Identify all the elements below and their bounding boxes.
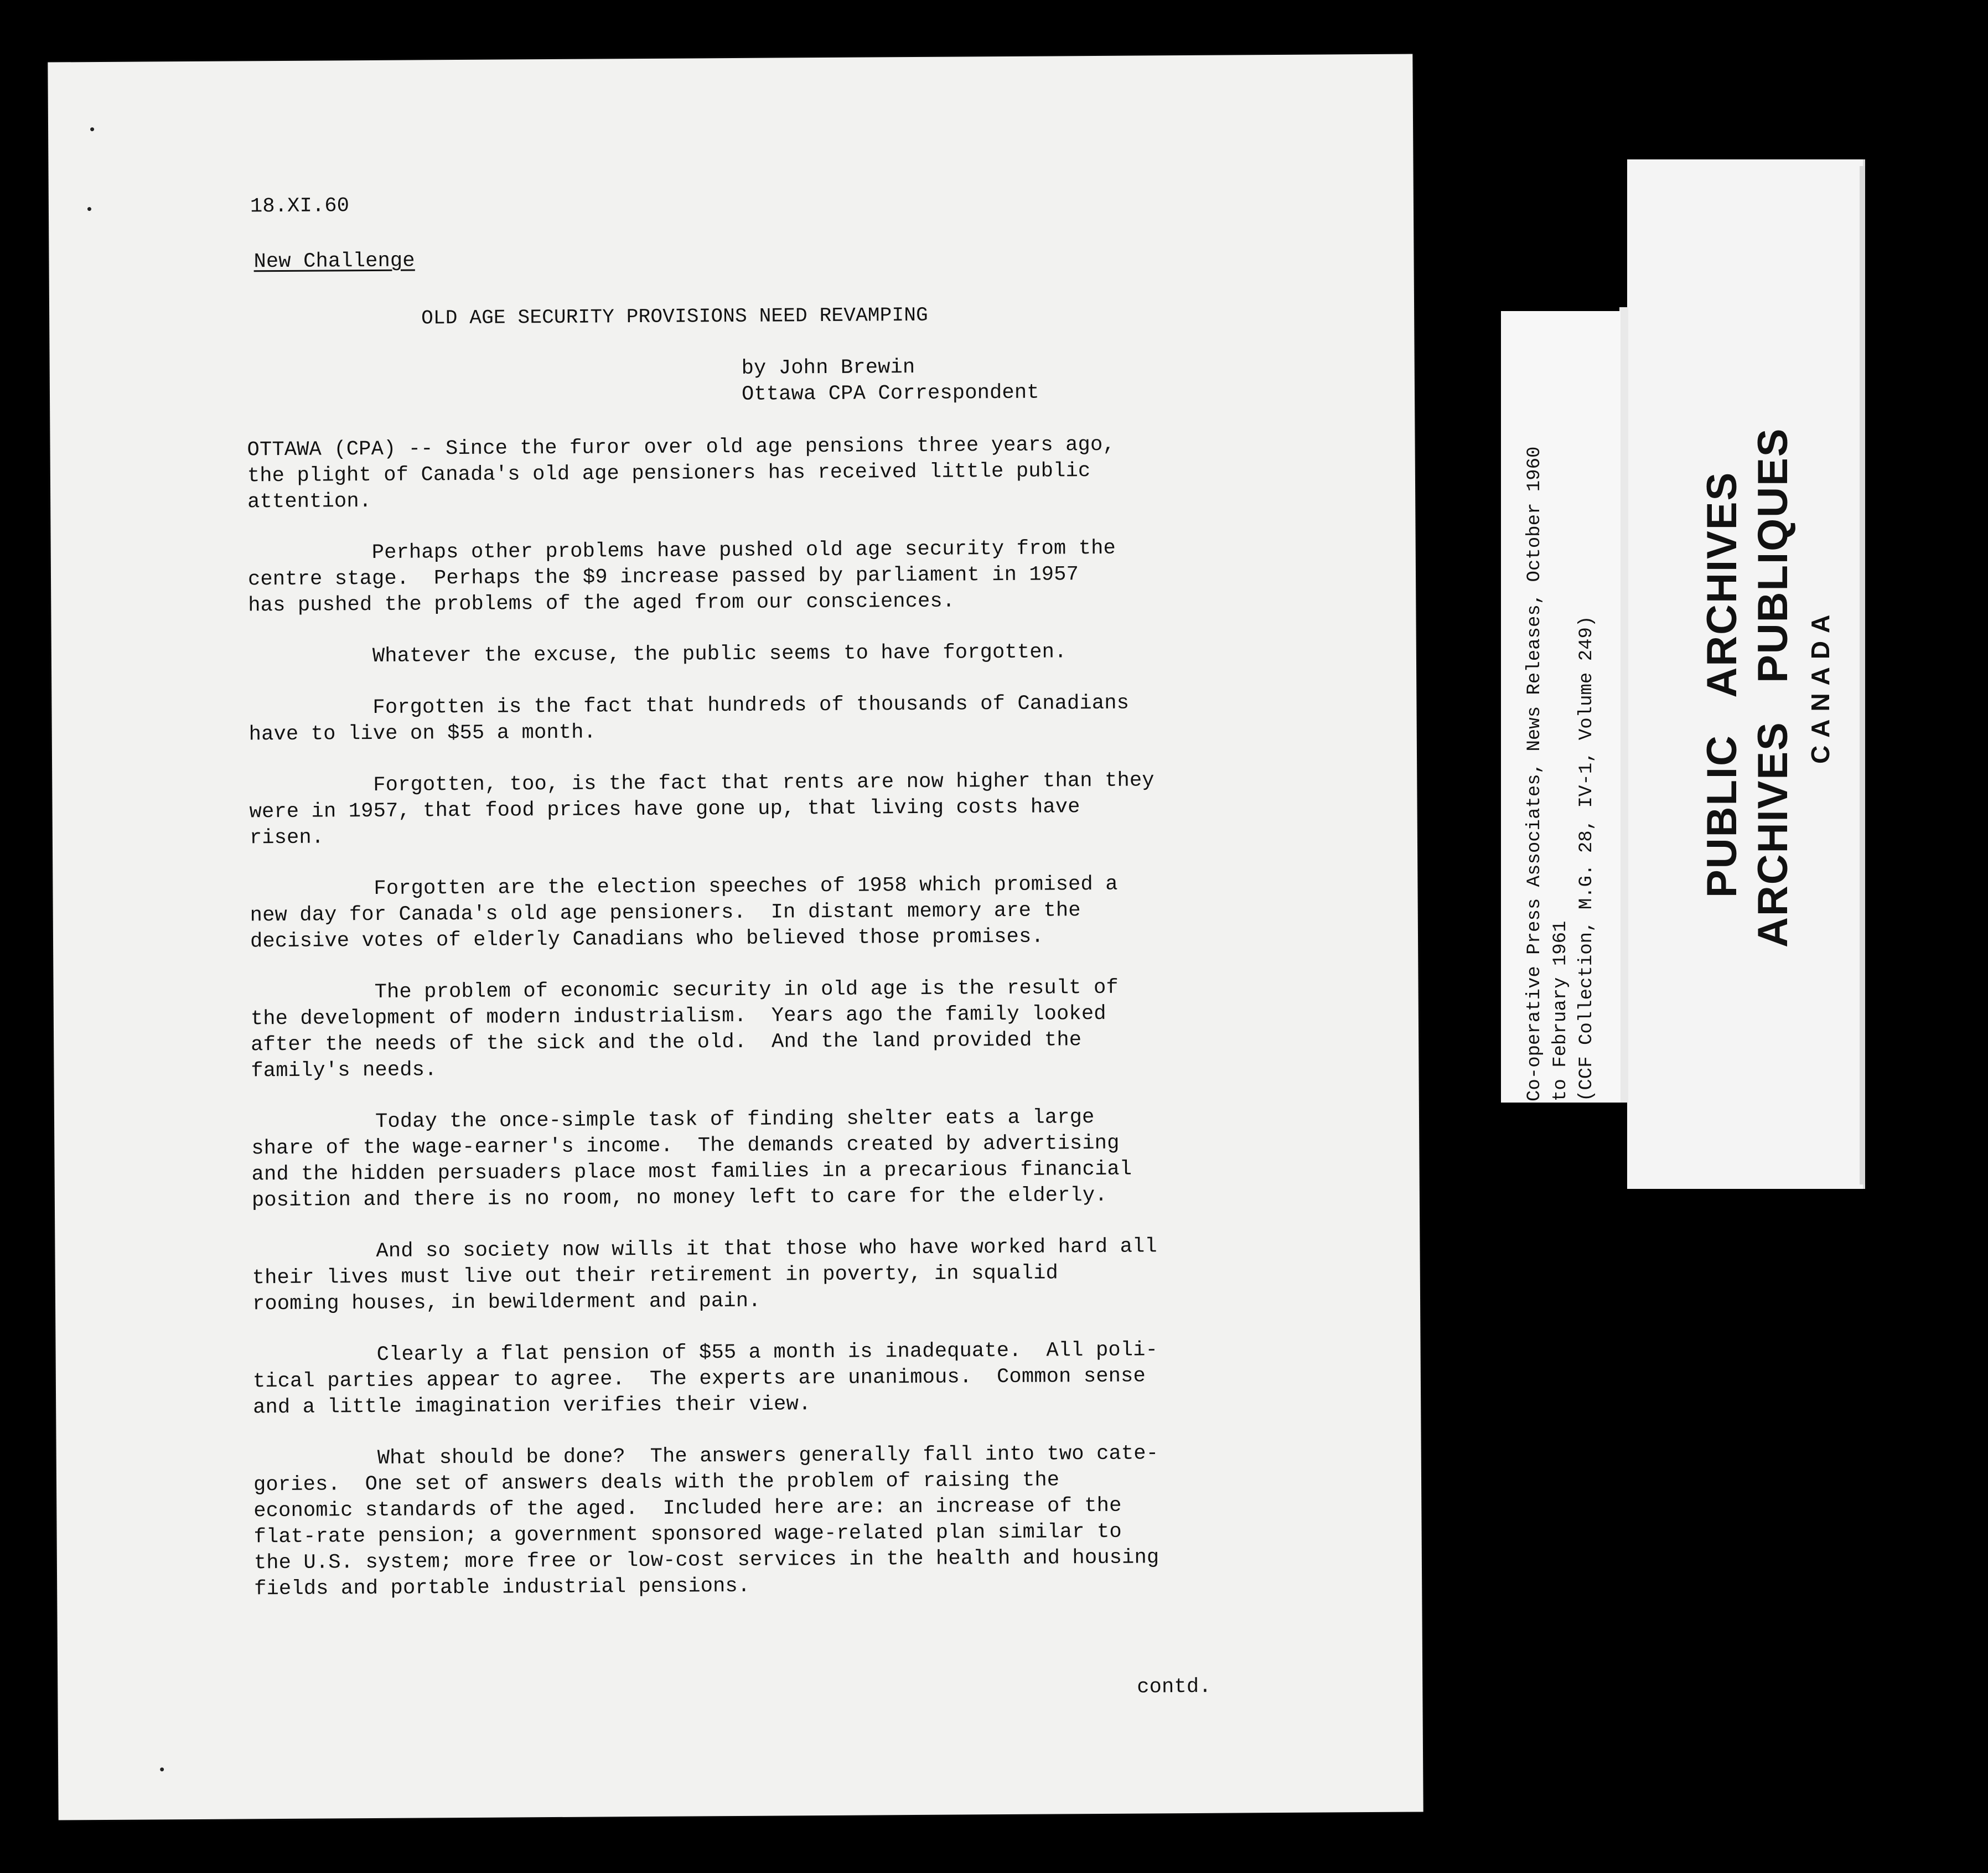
paragraph: Forgotten are the election speeches of 1958 which promised a new day for Canada's old age pensioners. In distant memory are the decisive votes of elderly Canadians who believed those promises. (250, 872, 1118, 954)
collection-note: Co-operative Press Associates, News Releases, October 1960 to February 1961 (CCF Collection, M.G. 28, IV-1, Volume 249) (1524, 446, 1597, 1101)
continued-marker: contd. (1137, 1675, 1212, 1699)
paragraph: Forgotten, too, is the fact that rents are now higher than they were in 1957, that food prices have gone up, that living costs have risen. (249, 769, 1155, 850)
typed-page (48, 54, 1423, 1820)
label-seam (1860, 166, 1865, 1184)
article-body (247, 432, 1159, 1628)
stamp-canada: CANADA (1806, 607, 1835, 764)
paragraph: Forgotten is the fact that hundreds of thousands of Canadians have to live on $55 a month. (249, 691, 1130, 747)
byline-author: by John Brewin (741, 355, 915, 380)
paragraph: Today the once-simple task of finding shelter eats a large share of the wage-earner's income. The demands created by advertising and the hidden persuaders place most families in a precarious financial position and there is no room, no money left to care for the elderly. (251, 1106, 1132, 1213)
paper-speck (90, 127, 94, 131)
byline (742, 354, 1039, 408)
paragraph: What should be done? The answers generally fall into two cate- gories. One set of answers deals with the problem of raising the economic standards of the aged. Included here are: an increase of the flat-rate pension; a government sponsored wage-related plan similar to the U.S. system; more free or low-cost services in the health and housing fields and portable industrial pensions. (253, 1442, 1159, 1601)
stamp-public-archives: PUBLIC ARCHIVES (1699, 471, 1746, 898)
paragraph: The problem of economic security in old age is the result of the development of modern industrialism. Years ago the family looked after the needs of the sick and the old. And the land provided the family's needs. (250, 976, 1119, 1083)
paper-speck (87, 207, 91, 211)
paper-speck (160, 1767, 164, 1771)
publication-name: New Challenge (253, 249, 415, 274)
paragraph: And so society now wills it that those who have worked hard all their lives must live out their retirement in poverty, in squalid rooming houses, in bewilderment and pain. (252, 1235, 1158, 1316)
label-edge (1619, 307, 1628, 1103)
byline-role: Ottawa CPA Correspondent (741, 381, 1039, 406)
document-date: 18.XI.60 (250, 194, 350, 219)
stamp-archives-publiques: ARCHIVES PUBLIQUES (1749, 427, 1797, 948)
article-headline: OLD AGE SECURITY PROVISIONS NEED REVAMPING (421, 303, 929, 330)
paragraph: Perhaps other problems have pushed old age security from the centre stage. Perhaps the $9 increase passed by parliament in 1957 has pushed the problems of the aged from our consciences. (247, 536, 1116, 618)
paragraph: Clearly a flat pension of $55 a month is inadequate. All poli- tical parties appear to agree. The experts are unanimous. Common sense and a little imagination verifies their view. (252, 1338, 1158, 1420)
paragraph: OTTAWA (CPA) -- Since the furor over old age pensions three years ago, the plight of Canada's old age pensioners has received little public attention. (247, 433, 1115, 514)
paragraph: Whatever the excuse, the public seems to have forgotten. (248, 640, 1067, 669)
